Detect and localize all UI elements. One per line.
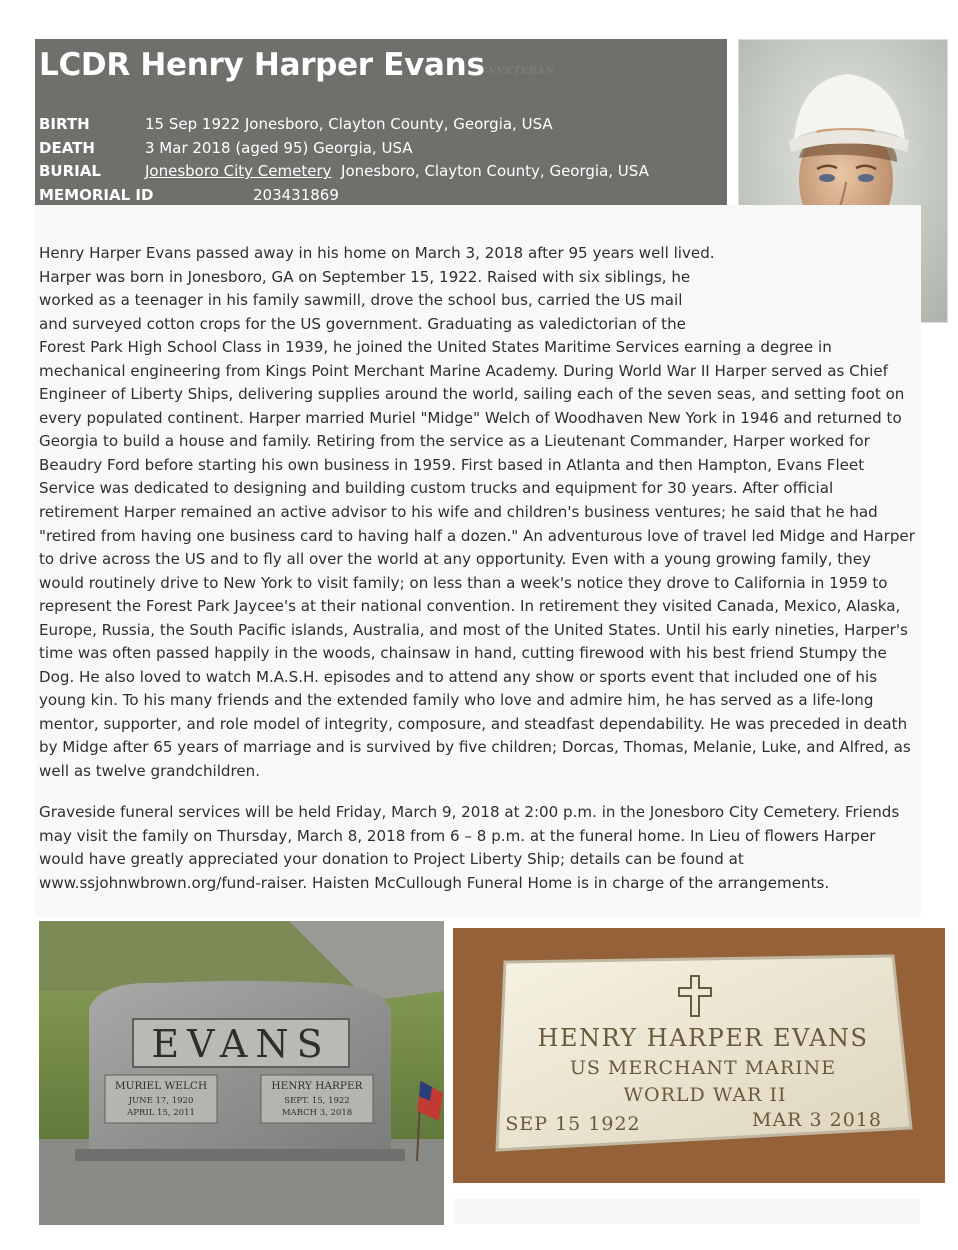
- marker-service: US MERCHANT MARINE: [569, 1057, 837, 1079]
- death-value: 3 Mar 2018 (aged 95) Georgia, USA: [145, 138, 413, 157]
- biography-section: [35, 205, 921, 917]
- bio-paragraph-1: [39, 242, 915, 784]
- headstone-left-name: MURIEL WELCH: [114, 1080, 208, 1092]
- memorial-id-row: [39, 184, 719, 208]
- birth-value: 15 Sep 1922 Jonesboro, Clayton County, Georgia, USA: [145, 115, 553, 133]
- headstone-image: [39, 921, 444, 1225]
- death-row: [39, 137, 719, 161]
- headstone-right-death: MARCH 3, 2018: [281, 1108, 353, 1118]
- marker-born: SEP 15 1922: [505, 1113, 641, 1135]
- headstone-photo[interactable]: [39, 921, 444, 1225]
- memorial-header: [35, 39, 727, 205]
- grave-marker-image: [453, 928, 945, 1183]
- marker-name: HENRY HARPER EVANS: [537, 1024, 869, 1052]
- marker-died: MAR 3 2018: [751, 1109, 883, 1131]
- bio-line: and surveyed cotton crops for the US government. Graduating as valedictorian of the: [39, 314, 686, 333]
- memorial-id-label: MEMORIAL ID: [39, 185, 154, 204]
- bio-line: Henry Harper Evans passed away in his home on March 3, 2018 after 95 years well lived.: [39, 244, 715, 262]
- birth-row: [39, 113, 719, 137]
- bio-text: Forest Park High School Class in 1939, he joined the United States Maritime Services earning a degree in mechanical engineering from Kings Point Merchant Marine Academy. During World War II Harper served as Chief Engineer of Liberty Ships, delivering supplies around the world, sailing each of the seven seas, and setting foot on every populated continent. Harper married Muriel "Midge" Welch of Woodhaven New York in 1946 and returned to Georgia to build a house and family. Retiring from the service as a Lieutenant Commander, Harper worked for Beaudry Ford before starting his own business in 1959. First based in Atlanta and then Hampton, Evans Fleet Service was dedicated to designing and building custom trucks and equipment for 30 years. After official retirement Harper remained an active advisor to his wife and children's business ventures; he said that he had "retired from having one business card to having half a dozen." An adventurous love of travel led Midge and Harper to drive across the US and to fly all over the world at any opportunity. Even with a young growing family, they would routinely drive to New York to visit family; on less than a week's notice they drove to California in 1959 to represent the Forest Park Jaycee's at their national convention. In retirement they visited Canada, Mexico, Alaska, Europe, Russia, the South Pacific islands, Australia, and most of the United States. Until his early nineties, Harper's time was often passed happily in the woods, chainsaw in hand, cutting firewood with his best friend Stumpy the Dog. He also loved to watch M.A.S.H. episodes and to attend any show or sports event that included one of his young kin. To his many friends and the extended family who love and admire him, he has served as a life-long mentor, supporter, and role model of integrity, composure, and steadfast dependability. He was preceded in death by Midge after 65 years of marriage and is survived by five children; Dorcas, Thomas, Melanie, Luke, and Alfred, as well as twelve grandchildren.: [39, 338, 915, 781]
- memorial-facts: [39, 113, 719, 207]
- veteran-tag: VVETERAN: [489, 66, 555, 77]
- headstone-left-death: APRIL 15, 2011: [127, 1108, 195, 1118]
- headstone-right-name: HENRY HARPER: [271, 1080, 363, 1092]
- bio-line: worked as a teenager in his family sawmill, drove the school bus, carried the US mail: [39, 291, 683, 310]
- burial-place: Jonesboro, Clayton County, Georgia, USA: [341, 162, 649, 180]
- burial-label: BURIAL: [39, 162, 101, 180]
- photo-caption-bar: [454, 1199, 920, 1224]
- headstone-family-name: EVANS: [151, 1022, 331, 1066]
- birth-label: BIRTH: [39, 115, 90, 133]
- memorial-name: LCDR Henry Harper Evans: [39, 47, 485, 83]
- burial-row: [39, 160, 719, 184]
- headstone-left-birth: JUNE 17, 1920: [128, 1096, 194, 1106]
- headstone-right-birth: SEPT. 15, 1922: [284, 1096, 350, 1106]
- memorial-id-value: 203431869: [253, 185, 339, 204]
- cemetery-link[interactable]: Jonesboro City Cemetery: [145, 162, 332, 180]
- bio-paragraph-2: Graveside funeral services will be held Friday, March 9, 2018 at 2:00 p.m. in the Jonesboro City Cemetery. Friends may visit the family on Thursday, March 8, 2018 from 6 – 8 p.m. at the funeral home. In Lieu of flowers Harper would have greatly appreciated your donation to Project Liberty Ship; details can be found at www.ssjohnwbrown.org/fund-raiser. Haisten McCullough Funeral Home is in charge of the arrangements.: [39, 803, 900, 892]
- death-label: DEATH: [39, 138, 95, 157]
- bio-line: Harper was born in Jonesboro, GA on September 15, 1922. Raised with six siblings, he: [39, 267, 691, 286]
- grave-marker-photo[interactable]: [453, 928, 945, 1183]
- marker-war: WORLD WAR II: [623, 1084, 787, 1106]
